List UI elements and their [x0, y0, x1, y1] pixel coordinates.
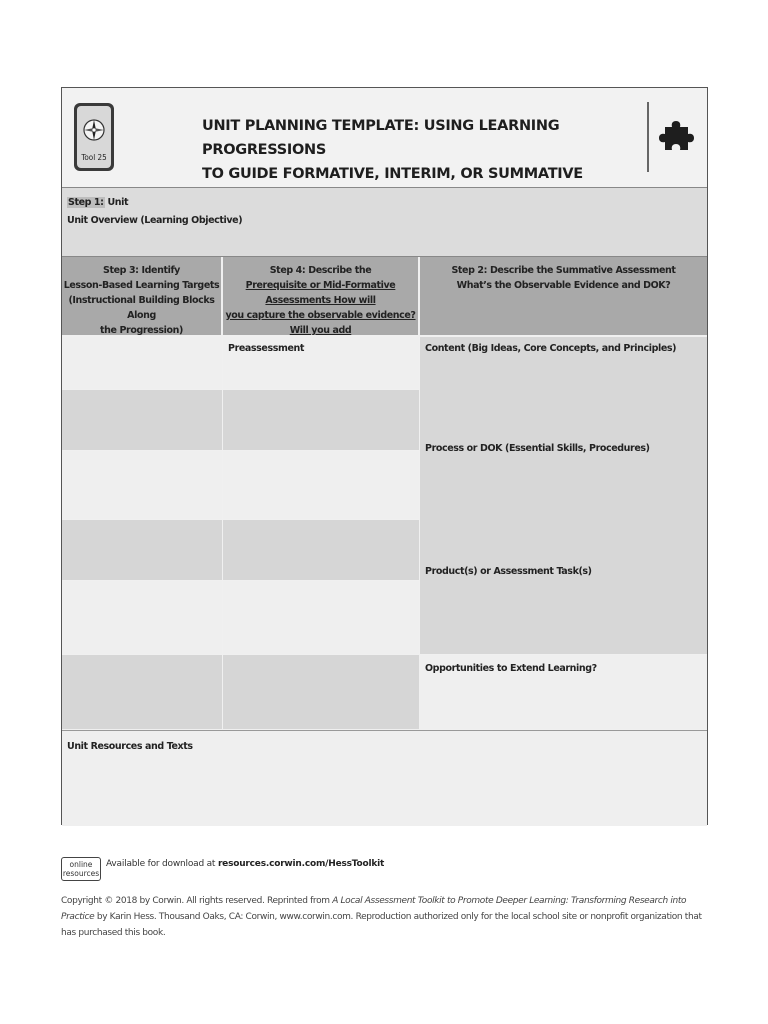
- assessment-cell-5[interactable]: [223, 581, 419, 654]
- compass-icon: [82, 118, 106, 142]
- title-line-2: TO GUIDE FORMATIVE, INTERIM, OR SUMMATIVE: [202, 166, 583, 182]
- column-header-step2: [420, 257, 707, 335]
- assessment-cell-1[interactable]: [223, 337, 419, 389]
- target-cell-3[interactable]: [62, 451, 222, 519]
- download-link[interactable]: resources.corwin.com/HessToolkit: [217, 859, 385, 869]
- title-divider: [647, 102, 649, 172]
- unit-resources-row[interactable]: [62, 730, 707, 826]
- extend-learning-cell[interactable]: [420, 655, 707, 729]
- step2-title: Describe the Summative Assessment: [489, 265, 676, 276]
- step1-label: [67, 195, 128, 210]
- step3-prefix: Step 3:: [103, 265, 139, 276]
- step4-line-2: you capture the observable evidence? Will you add: [225, 310, 416, 336]
- download-text: [106, 859, 384, 869]
- step1-prefix: Step 1:: [68, 197, 104, 208]
- step3-line-1: Lesson-Based Learning Targets: [63, 280, 220, 291]
- preassessment-label: Preassessment: [228, 343, 305, 354]
- step3-line-2: (Instructional Building Blocks Along: [68, 295, 215, 321]
- target-cell-6[interactable]: [62, 655, 222, 729]
- extend-learning-label: Opportunities to Extend Learning?: [425, 663, 597, 674]
- puzzle-piece-icon: [659, 118, 695, 154]
- content-label: Content (Big Ideas, Core Concepts, and Principles): [425, 343, 677, 354]
- step2-line-2: What’s the Observable Evidence and DOK?: [456, 280, 671, 291]
- target-cell-5[interactable]: [62, 581, 222, 654]
- unit-planning-template: [61, 87, 708, 825]
- target-cell-2[interactable]: [62, 390, 222, 450]
- step3-title: Identify: [141, 265, 180, 276]
- step4-line-1: Prerequisite or Mid-Formative Assessments How will: [245, 280, 396, 306]
- step1-unit: Unit: [107, 197, 129, 208]
- book-title: A Local Assessment Toolkit to Promote Deeper Learning: Transforming Research into Practice: [61, 896, 687, 922]
- copyright-part-2: by Karin Hess. Thousand Oaks, CA: Corwin, www.corwin.com. Reproduction authorized only for the local school site or nonprofit organization that has purchased this book.: [61, 912, 702, 938]
- icon-line-1: online: [69, 860, 93, 869]
- product-label: Product(s) or Assessment Task(s): [425, 566, 592, 577]
- step4-title: Describe the: [308, 265, 372, 276]
- step1-unit-row: [62, 188, 707, 257]
- target-cell-1[interactable]: [62, 337, 222, 389]
- step3-line-3: the Progression): [100, 325, 183, 336]
- assessment-cell-6[interactable]: [223, 655, 419, 729]
- copyright-notice: [61, 893, 711, 941]
- assessment-cell-3[interactable]: [223, 451, 419, 519]
- copyright-part-1: Copyright © 2018 by Corwin. All rights reserved. Reprinted from: [61, 896, 330, 906]
- column-header-step3: [62, 257, 222, 335]
- template-header: [62, 88, 707, 188]
- tool-label: Tool 25: [81, 153, 107, 162]
- column-headers: [62, 257, 707, 335]
- download-prefix: Available for download at: [106, 859, 216, 869]
- unit-resources-label: Unit Resources and Texts: [67, 741, 193, 752]
- assessment-cell-4[interactable]: [223, 520, 419, 580]
- step2-prefix: Step 2:: [451, 265, 488, 276]
- assessment-cell-2[interactable]: [223, 390, 419, 450]
- summative-panel[interactable]: [420, 337, 707, 654]
- unit-overview-label: Unit Overview (Learning Objective): [67, 215, 243, 226]
- tool-badge: [74, 103, 114, 171]
- title-line-1: UNIT PLANNING TEMPLATE: USING LEARNING PROGRESSIONS: [202, 118, 560, 158]
- icon-line-2: resources: [62, 869, 100, 878]
- target-cell-4[interactable]: [62, 520, 222, 580]
- column-header-step4: [223, 257, 419, 335]
- process-label: Process or DOK (Essential Skills, Procedures): [425, 443, 650, 454]
- online-resources-icon: [61, 857, 101, 881]
- step4-prefix: Step 4:: [269, 265, 306, 276]
